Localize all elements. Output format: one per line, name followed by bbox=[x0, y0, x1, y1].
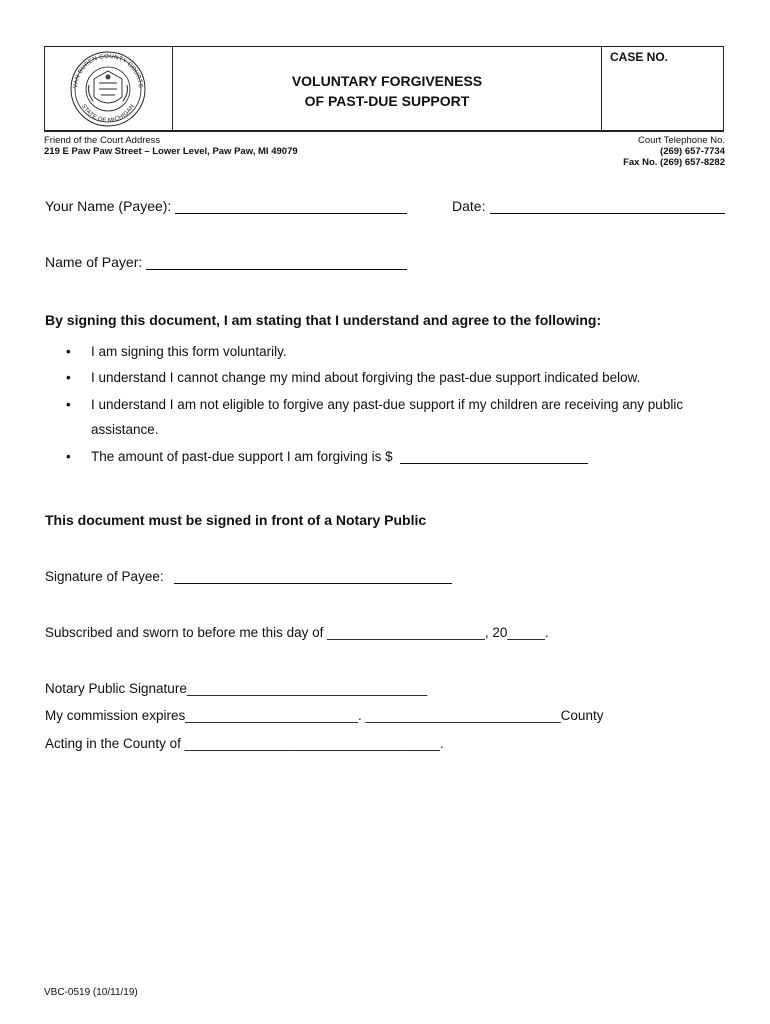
payee-signature-blank[interactable] bbox=[174, 583, 452, 584]
date-field bbox=[452, 198, 485, 214]
case-number-cell[interactable] bbox=[601, 47, 723, 131]
payee-signature-label: Signature of Payee: bbox=[45, 569, 164, 584]
court-phone: (269) 657-7734 bbox=[660, 146, 725, 157]
date-label: Date: bbox=[452, 198, 486, 214]
list-item-text: I understand I am not eligible to forgive any past-due support if my children are receiving any public bbox=[91, 397, 684, 412]
bullet-icon: • bbox=[66, 344, 71, 359]
seal-top-text: VAN BUREN COUNTY COURTS bbox=[72, 53, 144, 89]
payer-name-field bbox=[45, 254, 142, 270]
form-header bbox=[44, 46, 724, 132]
case-number-label: CASE NO. bbox=[610, 50, 669, 64]
date-blank[interactable] bbox=[490, 213, 725, 214]
list-item-text: I am signing this form voluntarily. bbox=[91, 344, 287, 359]
payer-name-label: Name of Payer: bbox=[45, 254, 143, 270]
seal-bottom-text: STATE OF MICHIGAN bbox=[79, 103, 137, 125]
court-phone-label: Court Telephone No. bbox=[638, 135, 725, 146]
payee-name-label: Your Name (Payee): bbox=[45, 198, 172, 214]
amount-blank[interactable] bbox=[400, 463, 588, 464]
court-address-label: Friend of the Court Address bbox=[44, 135, 161, 146]
bullet-icon: • bbox=[66, 370, 71, 385]
seal-cell bbox=[45, 47, 173, 131]
list-item-continuation: assistance. bbox=[91, 422, 159, 437]
bullet-icon: • bbox=[66, 449, 71, 464]
payer-name-blank[interactable] bbox=[146, 269, 407, 270]
form-title-line1: VOLUNTARY FORGIVENESS bbox=[291, 73, 483, 89]
court-contact-block bbox=[623, 135, 725, 168]
bullet-icon: • bbox=[66, 397, 71, 412]
court-address: 219 E Paw Paw Street – Lower Level, Paw Paw, MI 49079 bbox=[44, 146, 298, 157]
notary-heading: This document must be signed in front of a Notary Public bbox=[45, 512, 427, 528]
agreement-heading: By signing this document, I am stating that I understand and agree to the following: bbox=[45, 312, 602, 328]
form-code: VBC-0519 (10/11/19) bbox=[44, 987, 138, 998]
acting-county-line[interactable]: Acting in the County of __________________________________. bbox=[45, 736, 444, 751]
form-title-line2: OF PAST-DUE SUPPORT bbox=[304, 93, 470, 109]
form-title bbox=[173, 71, 601, 111]
court-address-block bbox=[44, 135, 298, 157]
svg-text:STATE OF MICHIGAN bbox=[80, 103, 136, 124]
list-item-text: The amount of past-due support I am forgiving is $ bbox=[91, 449, 393, 464]
payee-name-blank[interactable] bbox=[175, 213, 407, 214]
court-seal-icon bbox=[63, 49, 153, 129]
payee-name-field bbox=[45, 198, 171, 214]
commission-line[interactable]: My commission expires_______________________. __________________________County bbox=[45, 708, 604, 723]
list-item-text: I understand I cannot change my mind about forgiving the past-due support indicated below. bbox=[91, 370, 641, 385]
subscribed-line[interactable]: Subscribed and sworn to before me this day of _____________________, 20_____. bbox=[45, 625, 549, 640]
notary-signature-line[interactable]: Notary Public Signature________________________________ bbox=[45, 681, 428, 696]
court-fax: Fax No. (269) 657-8282 bbox=[623, 157, 725, 168]
